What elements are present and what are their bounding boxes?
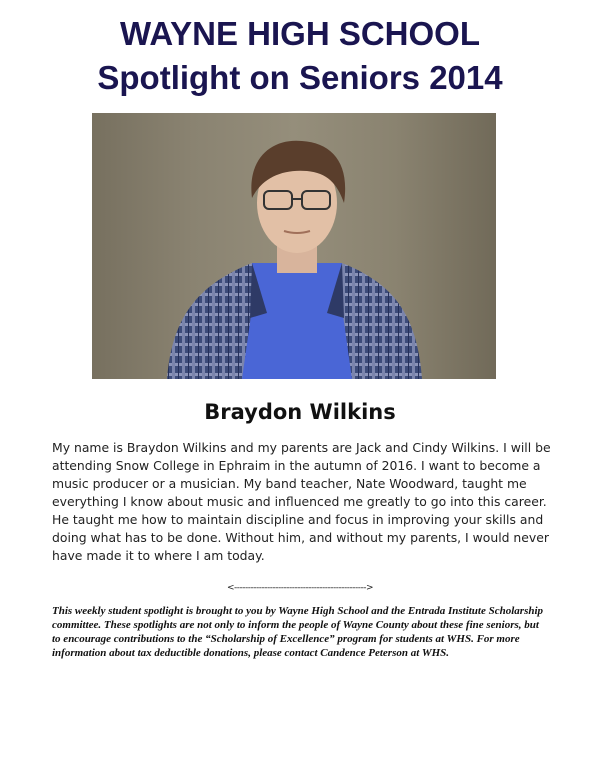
student-portrait-illustration bbox=[92, 113, 496, 379]
student-bio: My name is Braydon Wilkins and my parents are Jack and Cindy Wilkins. I will be attending Snow College in Ephraim in the autumn of 2016. I want to become a music producer or a musician. My band teacher, Nate Woodward, taught me everything I know about music and influenced me greatly to go into this career. He taught me how to maintain discipline and focus in improving your skills and doing what has to be done. Without him, and without my parents, I would never have made it to where I am today. bbox=[52, 440, 551, 563]
student-photo bbox=[92, 113, 496, 379]
student-name: Braydon Wilkins bbox=[204, 400, 396, 424]
school-name-heading: WAYNE HIGH SCHOOL bbox=[120, 15, 480, 52]
page-title bbox=[0, 12, 600, 100]
sponsor-note: This weekly student spotlight is brought to you by Wayne High School and the Entrada Institute Scholarship committee. These spotlights are not only to inform the people of Wayne County about these fine seniors, but to encourage contributions to the “Scholarship of Excellence” program for students at WHS. For more information about tax deductible donations, please contact Candence Peterson at WHS. bbox=[52, 605, 544, 659]
spotlight-heading: Spotlight on Seniors 2014 bbox=[97, 59, 503, 96]
section-divider: <------------------------------------------------> bbox=[227, 583, 373, 593]
